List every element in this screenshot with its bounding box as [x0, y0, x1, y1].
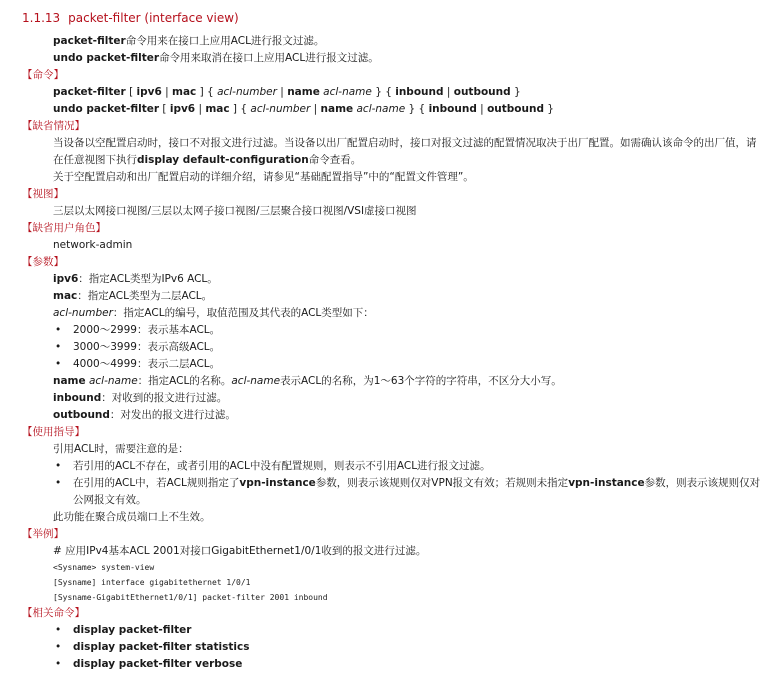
- sym: |: [310, 103, 321, 115]
- bullet-icon: •: [55, 477, 62, 489]
- sym: [: [159, 103, 170, 115]
- text: ：指定ACL的编号，取值范围及其代表的ACL类型如下：: [112, 307, 374, 319]
- text: ：指定ACL类型为二层ACL。: [77, 290, 213, 302]
- arg: acl-name: [231, 375, 281, 387]
- arg: acl-name: [356, 103, 406, 115]
- page-title: [22, 10, 762, 26]
- list-item: [55, 339, 762, 356]
- list-item: [55, 622, 762, 639]
- default-paragraph-2: 关于空配置启动和出厂配置启动的详细介绍，请参见“基础配置指导”中的“配置文件管理”。: [53, 171, 474, 183]
- text: 参数，则表示该规则仅对公网报文有效。: [73, 477, 761, 506]
- kw: packet-filter: [53, 86, 126, 98]
- sym: |: [443, 86, 454, 98]
- arg: acl-number: [217, 86, 277, 98]
- sym: ] {: [229, 103, 251, 115]
- section-command: 【命令】: [22, 69, 64, 81]
- section-role: 【缺省用户角色】: [22, 222, 106, 234]
- bullet-icon: •: [55, 341, 62, 353]
- kw: outbound: [53, 409, 110, 421]
- section-usage: 【使用指导】: [22, 426, 85, 438]
- usage-tail: 此功能在聚合成员端口上不生效。: [53, 511, 211, 523]
- text: 2000～2999：表示基本ACL。: [73, 324, 221, 336]
- document: [22, 10, 762, 673]
- sym: } {: [405, 103, 429, 115]
- kw: mac: [205, 103, 230, 115]
- sym: |: [276, 86, 288, 98]
- list-item: [55, 656, 762, 673]
- intro-line-2: [22, 50, 762, 67]
- text: 3000～3999：表示高级ACL。: [73, 341, 221, 353]
- text: 在引用的ACL中，若ACL规则指定了: [73, 477, 240, 489]
- text: ：指定ACL类型为IPv6 ACL。: [78, 273, 218, 285]
- kw: outbound: [487, 103, 544, 115]
- kw: inbound: [53, 392, 102, 404]
- kw: inbound: [395, 86, 444, 98]
- kw: mac: [53, 290, 78, 302]
- example-code-2: [Sysname] interface gigabitethernet 1/0/1: [53, 578, 251, 587]
- sym: |: [195, 103, 206, 115]
- arg: acl-number: [250, 103, 311, 115]
- related-command: display packet-filter: [73, 624, 192, 636]
- default-paragraph-1: [22, 135, 762, 169]
- param-acl-number: [22, 305, 762, 322]
- kw: mac: [172, 86, 197, 98]
- related-list: [22, 622, 762, 673]
- text: ：指定ACL的名称。: [137, 375, 232, 387]
- sym: |: [476, 103, 488, 115]
- list-item: [55, 639, 762, 656]
- usage-list: [22, 458, 762, 509]
- arg: acl-name: [88, 375, 138, 387]
- text: 若引用的ACL不存在，或者引用的ACL中没有配置规则，则表示不引用ACL进行报文过滤。: [73, 460, 491, 472]
- bullet-icon: •: [55, 658, 62, 670]
- text: ：对收到的报文进行过滤。: [101, 392, 228, 404]
- section-number: 1.1.13: [22, 11, 61, 25]
- intro-line-1: [22, 33, 762, 50]
- syntax-line-1: [22, 84, 762, 101]
- param-ipv6: [22, 271, 762, 288]
- bullet-icon: •: [55, 358, 62, 370]
- usage-lead: 引用ACL时，需要注意的是：: [53, 443, 189, 455]
- view-text: 三层以太网接口视图/三层以太网子接口视图/三层聚合接口视图/VSI虚接口视图: [53, 205, 417, 217]
- section-related: 【相关命令】: [22, 607, 85, 619]
- cmd-keyword: display default-configuration: [137, 154, 309, 166]
- cmd-keyword: packet-filter: [53, 35, 126, 47]
- kw: name: [287, 86, 320, 98]
- text: 参数，则表示该规则仅对VPN报文有效；若规则未指定: [315, 477, 569, 489]
- example-comment: # 应用IPv4基本ACL 2001对接口GigabitEthernet1/0/1收到的报文进行过滤。: [53, 545, 427, 557]
- text: 命令查看。: [308, 154, 362, 166]
- kw: name: [53, 375, 86, 387]
- related-command: display packet-filter verbose: [73, 658, 243, 670]
- section-params: 【参数】: [22, 256, 64, 268]
- kw: vpn-instance: [568, 477, 645, 489]
- sym: |: [161, 86, 172, 98]
- kw: undo packet-filter: [53, 103, 160, 115]
- text: 4000～4999：表示二层ACL。: [73, 358, 221, 370]
- cmd-keyword: undo packet-filter: [53, 52, 160, 64]
- sym: }: [543, 103, 554, 115]
- text: 当设备以空配置启动时，接口不对报文进行过滤。当设备以出厂配置启动时，接口对报文过滤的配置情况取决于出厂配置。如需确认该命令的出厂值，请在任意视图下执行: [53, 137, 757, 166]
- bullet-icon: •: [55, 641, 62, 653]
- kw: outbound: [453, 86, 511, 98]
- kw: ipv6: [53, 273, 79, 285]
- bullet-icon: •: [55, 460, 62, 472]
- syntax-line-2: [22, 101, 762, 118]
- bullet-icon: •: [55, 624, 62, 636]
- sym: ] {: [196, 86, 218, 98]
- list-item: [55, 322, 762, 339]
- param-mac: [22, 288, 762, 305]
- section-example: 【举例】: [22, 528, 64, 540]
- param-name: [22, 373, 762, 390]
- section-default: 【缺省情况】: [22, 120, 85, 132]
- param-outbound: [22, 407, 762, 424]
- section-view: 【视图】: [22, 188, 64, 200]
- related-command: display packet-filter statistics: [73, 641, 250, 653]
- list-item: [55, 458, 762, 475]
- kw: vpn-instance: [239, 477, 316, 489]
- sym: }: [510, 86, 521, 98]
- list-item: [55, 475, 762, 509]
- title-text: packet-filter (interface view): [68, 11, 239, 25]
- param-inbound: [22, 390, 762, 407]
- list-item: [55, 356, 762, 373]
- kw: name: [320, 103, 354, 115]
- arg: acl-number: [53, 307, 113, 319]
- sym: [: [125, 86, 137, 98]
- text: ：对发出的报文进行过滤。: [109, 409, 236, 421]
- kw: ipv6: [169, 103, 196, 115]
- bullet-icon: •: [55, 324, 62, 336]
- role-text: network-admin: [53, 239, 133, 251]
- kw: ipv6: [136, 86, 162, 98]
- sym: } {: [371, 86, 396, 98]
- intro-text: 命令用来取消在接口上应用ACL进行报文过滤。: [159, 52, 379, 64]
- kw: inbound: [428, 103, 477, 115]
- example-code-1: <Sysname> system-view: [53, 563, 155, 572]
- intro-text: 命令用来在接口上应用ACL进行报文过滤。: [125, 35, 325, 47]
- arg: acl-name: [323, 86, 372, 98]
- text: 表示ACL的名称，为1～63个字符的字符串，不区分大小写。: [280, 375, 562, 387]
- acl-range-list: [22, 322, 762, 373]
- example-code-3: [Sysname-GigabitEthernet1/0/1] packet-filter 2001 inbound: [53, 593, 328, 602]
